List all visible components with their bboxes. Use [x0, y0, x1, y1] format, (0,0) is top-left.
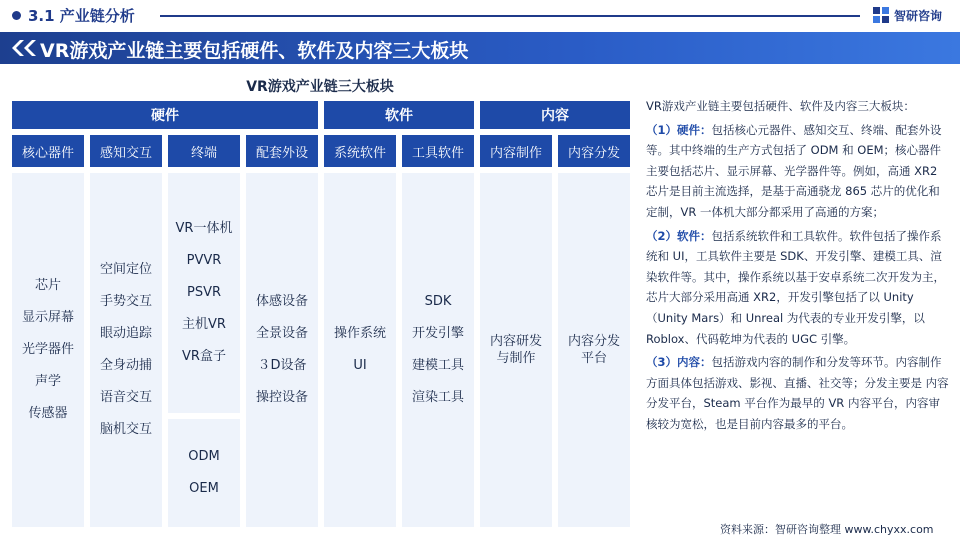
- panel-paragraph-software: [646, 226, 950, 350]
- list-item: 全身动捕: [99, 358, 152, 373]
- source-note: 资料来源：智研咨询整理 www.chyxx.com: [720, 523, 934, 536]
- list-item: 空间定位: [99, 262, 152, 277]
- list-item: 眼动追踪: [99, 326, 152, 341]
- list-item: ODM: [188, 449, 220, 464]
- column-header-perception: 感知交互: [90, 135, 162, 167]
- list-item: SDK: [424, 294, 452, 309]
- paragraph-lead: （2）软件：: [646, 228, 712, 243]
- category-hardware: 硬件: [12, 101, 318, 129]
- brand-logo: [872, 6, 942, 24]
- bullet-dot-icon: [12, 11, 21, 20]
- paragraph-text: 包括游戏内容的制作和分发等环节。内容制作方面具体包括游戏、影视、直播、社交等；分发主要是 内容分发平台，Steam 平台作为最早的 VR 内容平台，内容审核较为宽松，也是目前内容最多的平台。: [646, 355, 949, 431]
- list-item: VR一体机: [175, 221, 233, 236]
- list-item: 操作系统: [333, 326, 386, 341]
- panel-paragraph-content: [646, 352, 950, 434]
- column-tool-software: [402, 173, 474, 527]
- diagram-title: VR游戏产业链三大板块: [246, 79, 394, 95]
- double-chevron-icon: [12, 40, 38, 56]
- list-item: 光学器件: [21, 342, 74, 357]
- column-header-terminal: 终端: [168, 135, 240, 167]
- column-header-core-components: 核心器件: [12, 135, 84, 167]
- paragraph-text: 包括核心元器件、感知交互、终端、配套外设等。其中终端的生产方式包括了 ODM 和 OEM；核心器件主要包括芯片、显示屏幕、光学器件等。例如，高通 XR2 芯片是目前主流选择，是基于高通骁龙 865 芯片的优化和定制，VR 一体机大部分都采用了高通的方案；: [646, 122, 942, 219]
- paragraph-lead: （3）内容：: [646, 355, 712, 370]
- paragraph-lead: （1）硬件：: [646, 122, 712, 137]
- paragraph-text: 包括系统软件和工具软件。软件包括了操作系统和 UI，工具软件主要是 SDK、开发引擎、建模工具、渲染软件等。其中，操作系统以基于安卓系统二次开发为主，芯片大部分采用高通 XR2，开发引擎包括了以 Unity（Unity Mars）和 Unreal 为代表的专业开发引擎，以 Roblox、代码乾坤为代表的 UGC 引擎。: [646, 228, 945, 346]
- description-panel: [646, 96, 950, 438]
- list-item: 语音交互: [99, 390, 152, 405]
- list-item: PSVR: [186, 285, 222, 300]
- header-divider: [160, 15, 860, 17]
- list-item: 声学: [34, 374, 61, 389]
- list-item: VR盒子: [182, 349, 226, 364]
- list-item: 芯片: [34, 278, 61, 293]
- column-core-components: [12, 173, 84, 527]
- top-bar: [0, 0, 960, 32]
- category-content: 内容: [480, 101, 630, 129]
- list-item: 操控设备: [255, 390, 308, 405]
- section-title: 3.1 产业链分析: [28, 7, 135, 25]
- column-header-peripherals: 配套外设: [246, 135, 318, 167]
- list-item: 开发引擎: [411, 326, 464, 341]
- column-header-content-production: 内容制作: [480, 135, 552, 167]
- column-content-production: [480, 173, 552, 527]
- column-header-system-software: 系统软件: [324, 135, 396, 167]
- column-content-distribution: [558, 173, 630, 527]
- list-item: 渲染工具: [411, 390, 464, 405]
- list-item: 内容分发平台: [567, 334, 620, 366]
- list-item: 手势交互: [99, 294, 152, 309]
- column-terminal-production: [168, 419, 240, 527]
- list-item: ３D设备: [257, 358, 307, 373]
- list-item: 建模工具: [411, 358, 464, 373]
- column-peripherals: [246, 173, 318, 527]
- list-item: PVVR: [186, 253, 222, 268]
- panel-intro: VR游戏产业链主要包括硬件、软件及内容三大板块：: [646, 99, 915, 113]
- list-item: 全景设备: [255, 326, 308, 341]
- brand-name: 智研咨询: [894, 8, 943, 23]
- list-item: 显示屏幕: [21, 310, 74, 325]
- column-header-tool-software: 工具软件: [402, 135, 474, 167]
- list-item: UI: [353, 358, 367, 373]
- category-software: 软件: [324, 101, 474, 129]
- list-item: 主机VR: [182, 317, 226, 332]
- column-perception: [90, 173, 162, 527]
- column-terminal-devices: [168, 173, 240, 413]
- list-item: 体感设备: [255, 294, 308, 309]
- column-header-content-distribution: 内容分发: [558, 135, 630, 167]
- page-title: VR游戏产业链主要包括硬件、软件及内容三大板块: [40, 40, 469, 62]
- list-item: 内容研发与制作: [489, 334, 542, 366]
- brand-logo-icon: [872, 6, 890, 24]
- column-system-software: [324, 173, 396, 527]
- list-item: 传感器: [28, 406, 68, 421]
- title-banner: [0, 32, 960, 64]
- list-item: 脑机交互: [99, 422, 152, 437]
- list-item: OEM: [189, 481, 219, 496]
- panel-paragraph-hardware: [646, 120, 950, 223]
